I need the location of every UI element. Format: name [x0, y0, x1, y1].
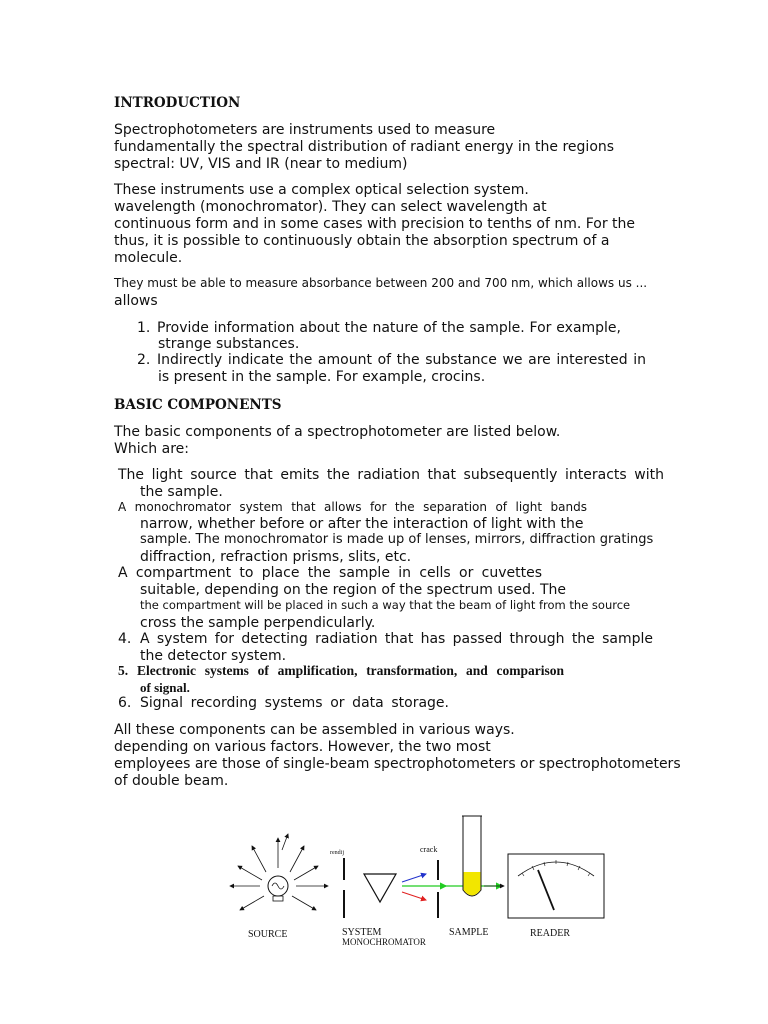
component-2-line3: sample. The monochromator is made up of lenses, mirrors, diffraction gratings: [140, 532, 654, 547]
intro-p1-line3: spectral: UV, VIS and IR (near to medium): [114, 156, 408, 172]
component-2-line4: diffraction, refraction prisms, slits, etc.: [140, 549, 412, 565]
component-1-line1: The light source that emits the radiation that subsequently interacts with: [118, 467, 664, 483]
component-3-line1: A compartment to place the sample in cells or cuvettes: [118, 565, 542, 581]
closing-line4: of double beam.: [114, 773, 229, 789]
component-5-line2: of signal.: [140, 680, 190, 695]
intro-p2-line2: wavelength (monochromator). They can select wavelength at: [114, 199, 547, 215]
prism-icon: [364, 874, 396, 902]
component-5-num: 5.: [118, 663, 129, 678]
intro-list-item-2-line2: is present in the sample. For example, crocins.: [158, 369, 486, 385]
component-2-line1: A monochromator system that allows for the separation of light bands: [118, 500, 587, 514]
intro-p2-line3: continuous form and in some cases with precision to tenths of nm. For the: [114, 216, 636, 232]
basic-intro-line1: The basic components of a spectrophotometer are listed below.: [114, 424, 561, 440]
label-rendij: rendij: [330, 850, 344, 856]
label-system: SYSTEM: [342, 927, 382, 938]
intro-p1-line2: fundamentally the spectral distribution of radiant energy in the regions: [114, 139, 615, 155]
basic-heading: BASIC COMPONENTS: [114, 397, 282, 413]
reader-gauge-icon: [508, 854, 604, 918]
component-3-line2: suitable, depending on the region of the spectrum used. The: [140, 582, 566, 598]
light-source-icon: [230, 834, 328, 910]
closing-line3: employees are those of single-beam spectrophotometers or spectrophotometers: [114, 756, 681, 772]
closing-line2: depending on various factors. However, the two most: [114, 739, 491, 755]
component-3-line3: the compartment will be placed in such a way that the beam of light from the source: [140, 598, 631, 612]
closing-line1: All these components can be assembled in various ways.: [114, 722, 515, 738]
intro-list-item-1-line2: strange substances.: [158, 336, 300, 352]
component-4-line1: A system for detecting radiation that has passed through the sample: [140, 631, 653, 647]
intro-p3-rest: allows: [114, 293, 158, 309]
red-beam: [402, 892, 426, 900]
intro-p3-small: They must be able to measure absorbance between 200 and 700 nm, which allows us ...: [114, 276, 648, 290]
intro-heading: INTRODUCTION: [114, 95, 241, 111]
component-4-num: 4.: [118, 631, 132, 647]
label-source: SOURCE: [248, 929, 288, 940]
component-5-line1: Electronic systems of amplification, transformation, and comparison: [137, 663, 564, 678]
intro-list-item-2-line1: Indirectly indicate the amount of the substance we are interested in: [157, 352, 646, 368]
intro-p2-line5: molecule.: [114, 250, 183, 266]
intro-list-num-1: 1.: [137, 320, 151, 336]
component-3-line4: cross the sample perpendicularly.: [140, 615, 376, 631]
intro-p2-line1: These instruments use a complex optical selection system.: [114, 182, 529, 198]
spectrophotometer-diagram: [220, 810, 620, 955]
label-monochromator: MONOCHROMATOR: [342, 937, 426, 947]
component-1-line2: the sample.: [140, 484, 223, 500]
label-sample: SAMPLE: [449, 927, 489, 938]
blue-beam: [402, 874, 426, 882]
test-tube-icon: [462, 816, 482, 896]
component-6-line1: Signal recording systems or data storage.: [140, 695, 449, 711]
component-4-line2: the detector system.: [140, 648, 287, 664]
intro-p2-line4: thus, it is possible to continuously obtain the absorption spectrum of a: [114, 233, 610, 249]
component-2-line2: narrow, whether before or after the interaction of light with the: [140, 516, 584, 532]
basic-intro-line2: Which are:: [114, 441, 189, 457]
intro-list-item-1-line1: Provide information about the nature of the sample. For example,: [157, 320, 621, 336]
label-crack: crack: [420, 845, 438, 854]
component-6-num: 6.: [118, 695, 132, 711]
intro-p1-line1: Spectrophotometers are instruments used to measure: [114, 122, 496, 138]
label-reader: READER: [530, 928, 570, 939]
intro-list-num-2: 2.: [137, 352, 151, 368]
